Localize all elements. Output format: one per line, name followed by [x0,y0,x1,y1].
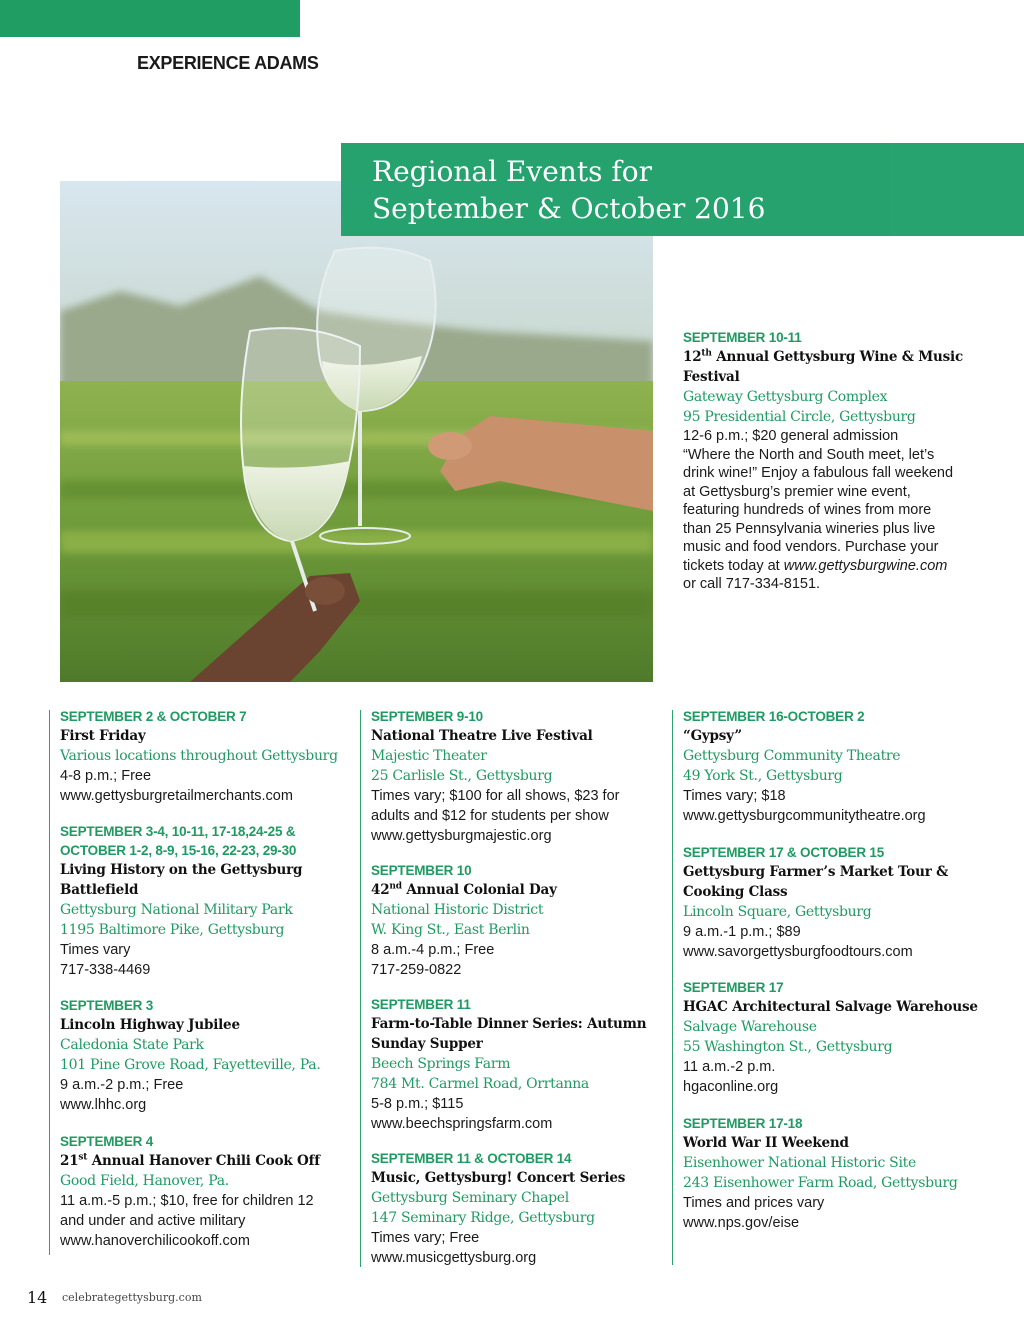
event-national-theatre [371,707,666,846]
event-desc-line: featuring hundreds of wines from more [683,502,932,518]
event-name: 12th Annual Gettysburg Wine & Music [683,348,963,365]
column-rule [672,710,673,1265]
event-link[interactable]: www.gettysburgcommunitytheatre.org [683,808,926,824]
event-venue: Good Field, Hanover, Pa. [60,1173,229,1189]
event-link[interactable]: www.lhhc.org [60,1097,147,1113]
column-rule [49,710,50,1255]
page-number: 14 [27,1288,48,1307]
event-date: SEPTEMBER 11 [371,997,471,1012]
event-info: adults and $12 for students per show [371,808,609,824]
page-title-line-2: September & October 2016 [372,192,766,225]
event-name: Living History on the Gettysburg [60,862,303,878]
event-date: SEPTEMBER 3 [60,998,154,1013]
event-venue: Salvage Warehouse [683,1019,817,1035]
event-address: 25 Carlisle St., Gettysburg [371,768,553,784]
event-first-friday [60,707,355,806]
footer-site: celebrategettysburg.com [62,1291,202,1304]
event-chili-cook-off [60,1132,355,1251]
event-link[interactable]: hgaconline.org [683,1079,779,1095]
event-desc-line: “Where the North and South meet, let’s [683,446,935,463]
event-link[interactable]: www.beechspringsfarm.com [371,1116,553,1132]
event-address: 101 Pine Grove Road, Fayetteville, Pa. [60,1057,321,1073]
column-rule [360,710,361,1267]
event-music-gettysburg [371,1149,666,1268]
event-farmers-market [683,843,983,962]
event-date: SEPTEMBER 3-4, 10-11, 17-18,24-25 & [60,824,296,839]
event-venue: National Historic District [371,902,544,918]
event-lincoln-highway [60,996,355,1115]
event-living-history [60,822,355,980]
event-desc-line: or call 717-334-8151. [683,576,821,592]
event-address: 49 York St., Gettysburg [683,768,843,784]
section-label: EXPERIENCE ADAMS [137,53,319,73]
event-link[interactable]: www.gettysburgmajestic.org [371,828,552,844]
event-date: OCTOBER 1-2, 8-9, 15-16, 22-23, 29-30 [60,843,297,858]
event-name: 21st Annual Hanover Chili Cook Off [60,1152,320,1169]
event-gypsy [683,707,983,826]
event-date: SEPTEMBER 16-OCTOBER 2 [683,709,865,724]
event-info: Times vary; Free [371,1230,480,1246]
event-info: 9 a.m.-2 p.m.; Free [60,1077,184,1093]
event-name: National Theatre Live Festival [371,728,593,744]
event-name: World War II Weekend [683,1135,849,1151]
event-date: SEPTEMBER 11 & OCTOBER 14 [371,1151,572,1166]
event-link[interactable]: www.nps.gov/eise [683,1215,800,1231]
top-accent-bar [0,0,300,37]
event-farm-to-table [371,995,666,1134]
event-date: SEPTEMBER 9-10 [371,709,483,724]
event-venue: Gettysburg Community Theatre [683,748,901,764]
event-info: Times vary; $18 [683,788,786,804]
event-address: 784 Mt. Carmel Road, Orrtanna [371,1076,589,1092]
event-name: “Gypsy” [683,728,742,744]
event-phone: 717-338-4469 [60,962,151,978]
event-link[interactable]: www.hanoverchilicookoff.com [60,1233,250,1249]
event-info: Times vary [60,942,131,958]
event-phone: 717-259-0822 [371,962,462,978]
event-info: 11 a.m.-2 p.m. [683,1059,776,1075]
event-desc-line: tickets today at www.gettysburgwine.com [683,557,948,574]
event-hgac-salvage [683,978,983,1097]
event-name: 42nd Annual Colonial Day [371,881,557,898]
event-wwii-weekend [683,1114,983,1233]
event-info: 4-8 p.m.; Free [60,768,152,784]
event-name-cont: Cooking Class [683,884,788,900]
event-desc-line: drink wine!” Enjoy a fabulous fall weekend [683,465,954,481]
event-info: Times and prices vary [683,1195,825,1211]
event-venue: Eisenhower National Historic Site [683,1155,916,1171]
event-desc-line: music and food vendors. Purchase your [683,539,939,555]
event-date: SEPTEMBER 2 & OCTOBER 7 [60,709,247,724]
event-venue: Lincoln Square, Gettysburg [683,904,872,920]
event-name: Farm-to-Table Dinner Series: Autumn [371,1016,647,1032]
event-info: Times vary; $100 for all shows, $23 for [371,788,620,804]
title-banner [341,143,1024,236]
event-link[interactable]: www.savorgettysburgfoodtours.com [683,944,913,960]
event-venue: Gettysburg Seminary Chapel [371,1190,569,1206]
event-address: 95 Presidential Circle, Gettysburg [683,409,916,425]
event-name: Lincoln Highway Jubilee [60,1017,240,1033]
event-venue: Beech Springs Farm [371,1056,511,1072]
event-date: SEPTEMBER 10 [371,863,472,878]
event-link[interactable]: www.musicgettysburg.org [371,1250,537,1266]
event-info: 11 a.m.-5 p.m.; $10, free for children 12 [60,1193,314,1209]
event-date: SEPTEMBER 17-18 [683,1116,803,1131]
event-date: SEPTEMBER 4 [60,1134,154,1149]
event-date: SEPTEMBER 10-11 [683,330,802,345]
event-link[interactable]: www.gettysburgretailmerchants.com [60,788,293,804]
event-colonial-day [371,861,666,980]
event-address: 55 Washington St., Gettysburg [683,1039,893,1055]
event-venue: Various locations throughout Gettysburg [60,748,338,764]
event-link[interactable]: www.gettysburgwine.com [783,557,948,574]
featured-event [683,328,983,594]
event-name-cont: Sunday Supper [371,1036,483,1052]
event-venue: Gettysburg National Military Park [60,902,293,918]
event-address: 147 Seminary Ridge, Gettysburg [371,1210,595,1226]
event-name: HGAC Architectural Salvage Warehouse [683,999,978,1015]
event-address: W. King St., East Berlin [371,922,530,938]
event-info: 9 a.m.-1 p.m.; $89 [683,924,801,940]
event-name: First Friday [60,728,146,744]
wine-toast-photo [60,181,653,682]
event-date: SEPTEMBER 17 & OCTOBER 15 [683,845,885,860]
event-desc-line: at Gettysburg’s premier wine event, [683,483,911,500]
event-name-cont: Battlefield [60,882,139,898]
event-name: Gettysburg Farmer’s Market Tour & [683,864,949,880]
event-address: 243 Eisenhower Farm Road, Gettysburg [683,1175,958,1191]
event-venue: Majestic Theater [371,748,487,764]
event-address: 1195 Baltimore Pike, Gettysburg [60,922,285,938]
event-venue: Caledonia State Park [60,1037,204,1053]
event-desc-line: than 25 Pennsylvania wineries plus live [683,520,936,537]
event-name: Music, Gettysburg! Concert Series [371,1170,626,1186]
page-title-line-1: Regional Events for [372,155,652,188]
event-info: 8 a.m.-4 p.m.; Free [371,942,495,958]
event-name-cont: Festival [683,369,740,385]
event-venue: Gateway Gettysburg Complex [683,389,888,405]
event-info: 12-6 p.m.; $20 general admission [683,428,899,444]
event-info: 5-8 p.m.; $115 [371,1096,464,1112]
event-info: and under and active military [60,1213,246,1229]
event-date: SEPTEMBER 17 [683,980,784,995]
